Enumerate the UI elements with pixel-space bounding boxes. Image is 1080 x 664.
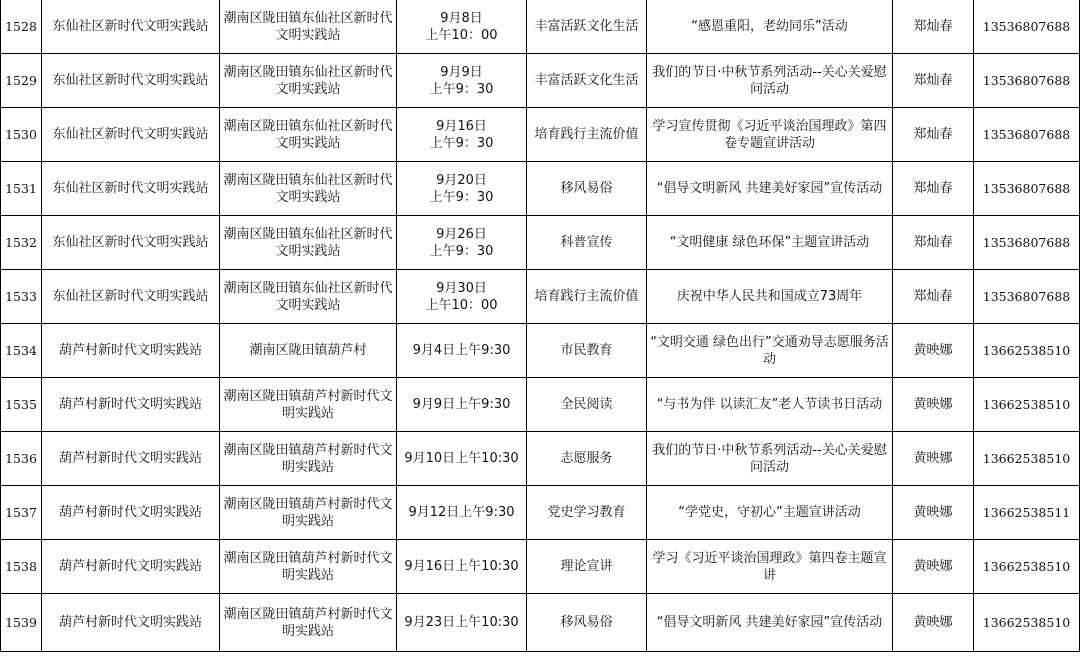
- activity-name: 学习《习近平谈治国理政》第四卷主题宣讲: [647, 540, 893, 594]
- contact-phone: 13662538510: [974, 432, 1080, 486]
- activity-location: 潮南区陇田镇葫芦村新时代文明实践站: [220, 378, 397, 432]
- activity-location: 潮南区陇田镇东仙社区新时代文明实践站: [220, 162, 397, 216]
- activity-time: 9月30日 上午10：00: [397, 270, 527, 324]
- station-name: 东仙社区新时代文明实践站: [42, 162, 220, 216]
- activity-category: 丰富活跃文化生活: [527, 54, 647, 108]
- activity-time: 9月23日上午10:30: [397, 594, 527, 652]
- activity-time: 9月9日上午9:30: [397, 378, 527, 432]
- station-name: 葫芦村新时代文明实践站: [42, 594, 220, 652]
- activity-time: 9月16日上午10:30: [397, 540, 527, 594]
- activity-name: 我们的节日·中秋节系列活动--关心关爱慰问活动: [647, 54, 893, 108]
- table-row: [1, 324, 1080, 378]
- activity-category: 培育践行主流价值: [527, 108, 647, 162]
- contact-phone: 13662538510: [974, 378, 1080, 432]
- contact-person: 黄映娜: [893, 324, 974, 378]
- station-name: 东仙社区新时代文明实践站: [42, 216, 220, 270]
- contact-phone: 13536807688: [974, 0, 1080, 54]
- activity-name: 我们的节日·中秋节系列活动--关心关爱慰问活动: [647, 432, 893, 486]
- table-row: [1, 540, 1080, 594]
- table-row: [1, 216, 1080, 270]
- contact-phone: 13536807688: [974, 108, 1080, 162]
- activity-category: 培育践行主流价值: [527, 270, 647, 324]
- contact-person: 郑灿春: [893, 162, 974, 216]
- contact-person: 黄映娜: [893, 486, 974, 540]
- activity-location: 潮南区陇田镇东仙社区新时代文明实践站: [220, 0, 397, 54]
- activity-category: 科普宣传: [527, 216, 647, 270]
- activity-category: 理论宣讲: [527, 540, 647, 594]
- activity-time: 9月16日 上午9：30: [397, 108, 527, 162]
- station-name: 东仙社区新时代文明实践站: [42, 54, 220, 108]
- station-name: 葫芦村新时代文明实践站: [42, 432, 220, 486]
- activity-location: 潮南区陇田镇葫芦村新时代文明实践站: [220, 594, 397, 652]
- row-number: 1534: [1, 324, 42, 378]
- row-number: 1538: [1, 540, 42, 594]
- table-row: [1, 486, 1080, 540]
- activity-location: 潮南区陇田镇东仙社区新时代文明实践站: [220, 216, 397, 270]
- activity-name: “倡导文明新风 共建美好家园”宣传活动: [647, 162, 893, 216]
- activity-name: “感恩重阳，老幼同乐”活动: [647, 0, 893, 54]
- row-number: 1531: [1, 162, 42, 216]
- table-row: [1, 432, 1080, 486]
- activity-time: 9月10日上午10:30: [397, 432, 527, 486]
- contact-phone: 13536807688: [974, 216, 1080, 270]
- row-number: 1532: [1, 216, 42, 270]
- activity-location: 潮南区陇田镇葫芦村新时代文明实践站: [220, 540, 397, 594]
- table-row: [1, 54, 1080, 108]
- row-number: 1536: [1, 432, 42, 486]
- row-number: 1533: [1, 270, 42, 324]
- contact-person: 黄映娜: [893, 378, 974, 432]
- activity-name: “倡导文明新风 共建美好家园”宣传活动: [647, 594, 893, 652]
- station-name: 东仙社区新时代文明实践站: [42, 270, 220, 324]
- activity-category: 移风易俗: [527, 594, 647, 652]
- contact-person: 郑灿春: [893, 216, 974, 270]
- activity-location: 潮南区陇田镇东仙社区新时代文明实践站: [220, 54, 397, 108]
- contact-person: 黄映娜: [893, 540, 974, 594]
- station-name: 葫芦村新时代文明实践站: [42, 378, 220, 432]
- activity-time: 9月26日 上午9：30: [397, 216, 527, 270]
- activity-time: 9月20日 上午9：30: [397, 162, 527, 216]
- activity-location: 潮南区陇田镇东仙社区新时代文明实践站: [220, 108, 397, 162]
- contact-person: 郑灿春: [893, 54, 974, 108]
- activity-name: “学党史，守初心”主题宣讲活动: [647, 486, 893, 540]
- table-row: [1, 0, 1080, 54]
- station-name: 葫芦村新时代文明实践站: [42, 486, 220, 540]
- station-name: 东仙社区新时代文明实践站: [42, 0, 220, 54]
- activity-category: 党史学习教育: [527, 486, 647, 540]
- activity-name: 学习宣传贯彻《习近平谈治国理政》第四卷专题宣讲活动: [647, 108, 893, 162]
- activity-location: 潮南区陇田镇东仙社区新时代文明实践站: [220, 270, 397, 324]
- table-row: [1, 108, 1080, 162]
- activity-name: “文明交通 绿色出行”交通劝导志愿服务活动: [647, 324, 893, 378]
- activity-category: 丰富活跃文化生活: [527, 0, 647, 54]
- activity-time: 9月9日 上午9：30: [397, 54, 527, 108]
- contact-person: 郑灿春: [893, 270, 974, 324]
- station-name: 葫芦村新时代文明实践站: [42, 540, 220, 594]
- activity-name: 庆祝中华人民共和国成立73周年: [647, 270, 893, 324]
- activity-location: 潮南区陇田镇葫芦村新时代文明实践站: [220, 432, 397, 486]
- row-number: 1528: [1, 0, 42, 54]
- station-name: 葫芦村新时代文明实践站: [42, 324, 220, 378]
- contact-person: 郑灿春: [893, 0, 974, 54]
- activity-time: 9月8日 上午10：00: [397, 0, 527, 54]
- table-row: [1, 378, 1080, 432]
- activity-name: “与书为伴 以读汇友”老人节读书日活动: [647, 378, 893, 432]
- contact-phone: 13662538510: [974, 594, 1080, 652]
- activity-category: 志愿服务: [527, 432, 647, 486]
- table-body: [1, 0, 1080, 652]
- row-number: 1539: [1, 594, 42, 652]
- contact-person: 黄映娜: [893, 432, 974, 486]
- station-name: 东仙社区新时代文明实践站: [42, 108, 220, 162]
- activity-category: 全民阅读: [527, 378, 647, 432]
- activity-time: 9月12日上午9:30: [397, 486, 527, 540]
- row-number: 1537: [1, 486, 42, 540]
- row-number: 1535: [1, 378, 42, 432]
- activity-category: 市民教育: [527, 324, 647, 378]
- table-row: [1, 162, 1080, 216]
- contact-person: 郑灿春: [893, 108, 974, 162]
- contact-phone: 13662538510: [974, 324, 1080, 378]
- contact-phone: 13536807688: [974, 54, 1080, 108]
- contact-phone: 13662538511: [974, 486, 1080, 540]
- activity-location: 潮南区陇田镇葫芦村: [220, 324, 397, 378]
- contact-person: 黄映娜: [893, 594, 974, 652]
- row-number: 1530: [1, 108, 42, 162]
- activity-category: 移风易俗: [527, 162, 647, 216]
- table-row: [1, 270, 1080, 324]
- contact-phone: 13536807688: [974, 270, 1080, 324]
- row-number: 1529: [1, 54, 42, 108]
- contact-phone: 13662538510: [974, 540, 1080, 594]
- table-row: [1, 594, 1080, 652]
- activity-time: 9月4日上午9:30: [397, 324, 527, 378]
- contact-phone: 13536807688: [974, 162, 1080, 216]
- activity-name: “文明健康 绿色环保”主题宣讲活动: [647, 216, 893, 270]
- activity-location: 潮南区陇田镇葫芦村新时代文明实践站: [220, 486, 397, 540]
